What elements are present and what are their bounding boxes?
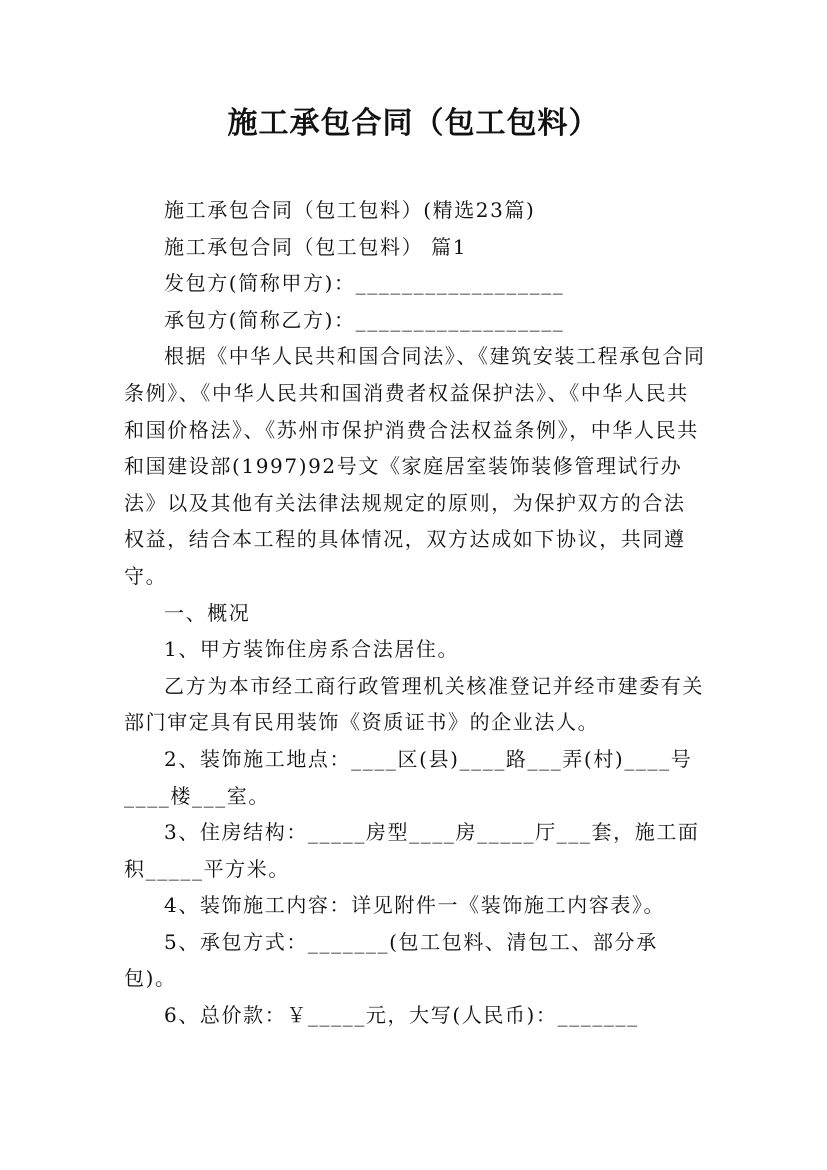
paragraph-legal-basis: 根据《中华人民共和国合同法》、《建筑安装工程承包合同条例》、《中华人民共和国消费者权益保护法》、《中华人民共和国价格法》、《苏州市保护消费合法权益条例》，中华人民共和国建设部(1997)92号文《家庭居室装饰装修管理试行办法》以及其他有关法律法规规定的原则，为保护双方的合法权益，结合本工程的具体情况，双方达成如下协议，共同遵守。 bbox=[124, 344, 706, 588]
paragraph-subtitle: 施工承包合同（包工包料）(精选23篇) bbox=[164, 198, 536, 222]
document-body bbox=[124, 192, 706, 1034]
paragraph-contractor-info: 乙方为本市经工商行政管理机关核准登记并经市建委有关部门审定具有民用装饰《资质证书》的企业法人。 bbox=[124, 673, 704, 735]
paragraph-item-1: 1、甲方装饰住房系合法居住。 bbox=[164, 637, 460, 662]
paragraph-item-2: 2、装饰施工地点：____区(县)____路___弄(村)____号____楼___室。 bbox=[124, 746, 693, 808]
document-title: 施工承包合同（包工包料） bbox=[227, 106, 600, 141]
paragraph-overview-heading: 一、概况 bbox=[164, 600, 251, 625]
paragraph-item-4: 4、装饰施工内容：详见附件一《装饰施工内容表》。 bbox=[164, 893, 666, 918]
paragraph-item-6: 6、总价款：￥_____元，大写(人民币)：_______ bbox=[164, 1003, 639, 1028]
paragraph-item-5: 5、承包方式：_______(包工包料、清包工、部分承包)。 bbox=[124, 929, 658, 991]
paragraph-party-b: 承包方(简称乙方)：__________________ bbox=[164, 307, 565, 332]
paragraph-party-a: 发包方(简称甲方)：__________________ bbox=[164, 271, 565, 296]
paragraph-item-3: 3、住房结构：_____房型____房_____厅___套，施工面积_____平方米。 bbox=[124, 820, 700, 881]
paragraph-section-heading: 施工承包合同（包工包料） 篇1 bbox=[164, 234, 468, 259]
